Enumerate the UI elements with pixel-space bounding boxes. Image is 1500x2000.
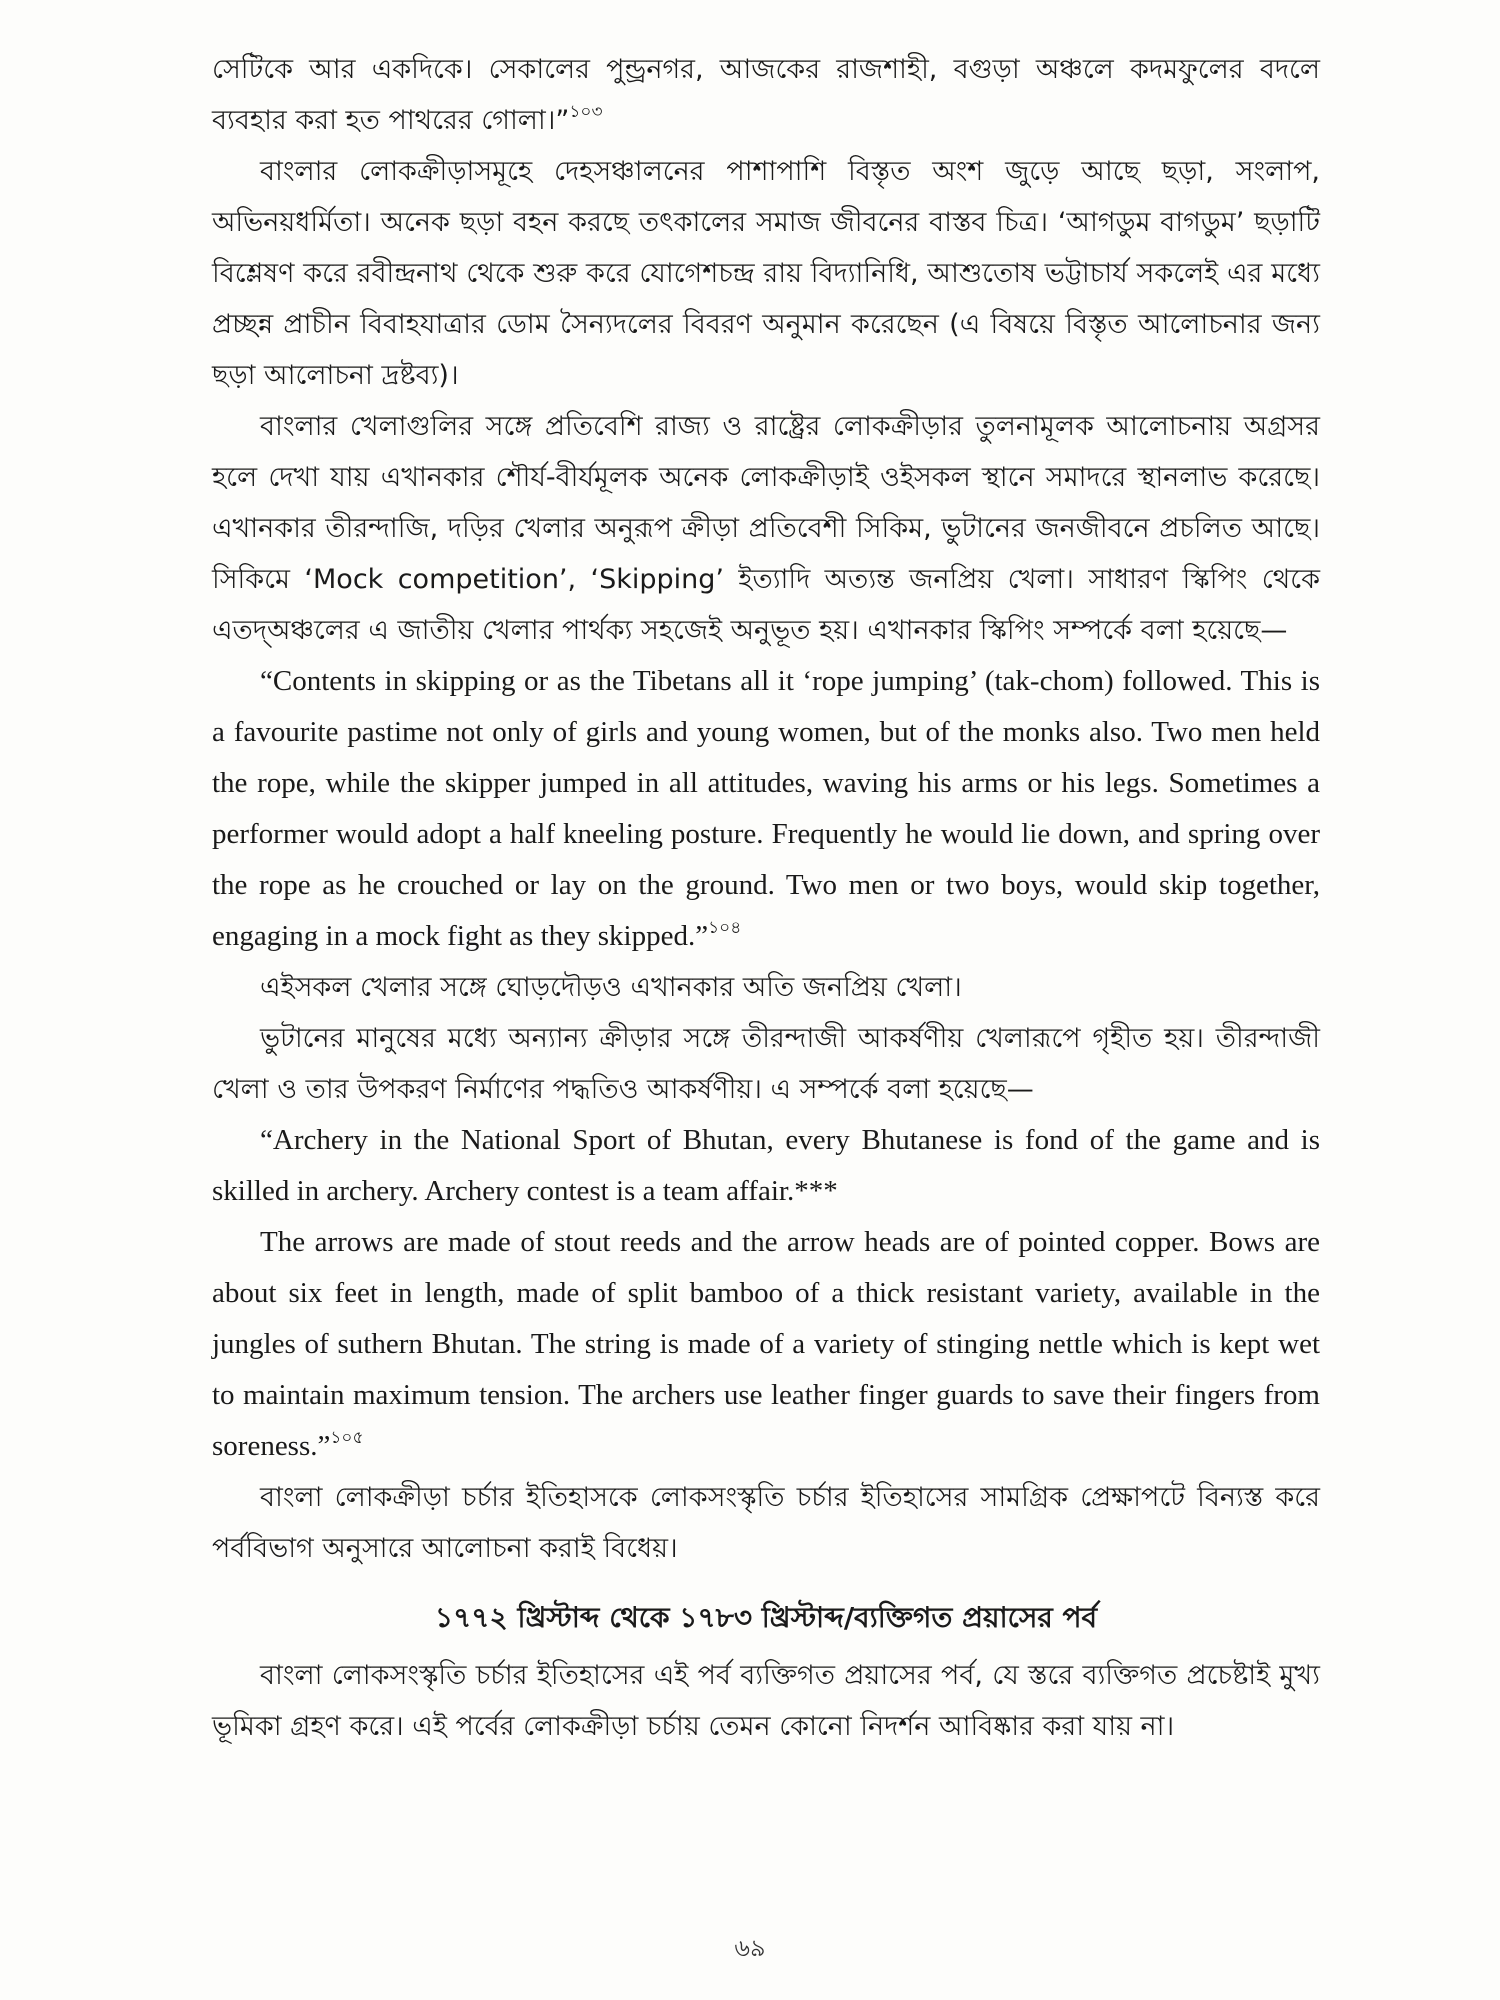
- paragraph-individual-effort: [212, 1650, 1320, 1752]
- paragraph-continued: [212, 44, 1320, 146]
- quote-text: “Contents in skipping or as the Tibetans all it ‘rope jumping’ (tak-chom) followed. This is a favourite pastime not only of girls and young women, but of the monks also. Two men held the rope, while the skipper jumped in all attitudes, waving his arms or his legs. Sometimes a performer would adopt a half kneeling posture. Frequently he would lie down, and spring over the rope as he crouched or lay on the ground. Two men or two boys, would skip together, engaging in a mock fight as they skipped.”: [212, 665, 1320, 952]
- section-heading: ১৭৭২ খ্রিস্টাব্দ থেকে ১৭৮৩ খ্রিস্টাব্দ/ব্যক্তিগত প্রয়াসের পর্ব: [434, 1601, 1098, 1634]
- paragraph-text: বাংলার খেলাগুলির সঙ্গে প্রতিবেশি রাজ্য ও রাষ্ট্রের লোকক্রীড়ার তুলনামূলক আলোচনায় অগ্রসর হলে দেখা যায় এখানকার শৌর্য-বীর্যমূলক অনেক লোকক্রীড়াই ওইসকল স্থানে সমাদরে স্থানলাভ করেছে। এখানকার তীরন্দাজি, দড়ির খেলার অনুরূপ ক্রীড়া প্রতিবেশী সিকিম, ভুটানের জনজীবনে প্রচলিত আছে। সিকিমে ‘Mock competition’, ‘Skipping’ ইত্যাদি অত্যন্ত জনপ্রিয় খেলা। সাধারণ স্কিপিং থেকে এতদ্অঞ্চলের এ জাতীয় খেলার পার্থক্য সহজেই অনুভূত হয়। এখানকার স্কিপিং সম্পর্কে বলা হয়েছে—: [212, 411, 1320, 646]
- paragraph-text: এইসকল খেলার সঙ্গে ঘোড়দৌড়ও এখানকার অতি জনপ্রিয় খেলা।: [260, 972, 962, 1003]
- paragraph-rhymes: [212, 146, 1320, 401]
- quote-skipping: [212, 656, 1320, 962]
- paragraph-text: ভুটানের মানুষের মধ্যে অন্যান্য ক্রীড়ার সঙ্গে তীরন্দাজী আকর্ষণীয় খেলারূপে গৃহীত হয়। তীরন্দাজী খেলা ও তার উপকরণ নির্মাণের পদ্ধতিও আকর্ষণীয়। এ সম্পর্কে বলা হয়েছে—: [212, 1023, 1320, 1105]
- quote-arrows: [212, 1217, 1320, 1472]
- footnote-marker: ১০৩: [569, 102, 603, 122]
- paragraph-text: বাংলার লোকক্রীড়াসমূহে দেহসঞ্চালনের পাশাপাশি বিস্তৃত অংশ জুড়ে আছে ছড়া, সংলাপ, অভিনয়ধর্মিতা। অনেক ছড়া বহন করছে তৎকালের সমাজ জীবনের বাস্তব চিত্র। ‘আগডুম বাগডুম’ ছড়াটি বিশ্লেষণ করে রবীন্দ্রনাথ থেকে শুরু করে যোগেশচন্দ্র রায় বিদ্যানিধি, আশুতোষ ভট্টাচার্য সকলেই এর মধ্যে প্রচ্ছন্ন প্রাচীন বিবাহযাত্রার ডোম সৈন্যদলের বিবরণ অনুমান করেছেন (এ বিষয়ে বিস্তৃত আলোচনার জন্য ছড়া আলোচনা দ্রষ্টব্য)।: [212, 156, 1320, 391]
- paragraph-text: বাংলা লোকসংস্কৃতি চর্চার ইতিহাসের এই পর্ব ব্যক্তিগত প্রয়াসের পর্ব, যে স্তরে ব্যক্তিগত প্রচেষ্টাই মুখ্য ভূমিকা গ্রহণ করে। এই পর্বের লোকক্রীড়া চর্চায় তেমন কোনো নিদর্শন আবিষ্কার করা যায় না।: [212, 1660, 1320, 1742]
- body-text: [212, 44, 1320, 1752]
- paragraph-horse-race: [212, 962, 1320, 1013]
- paragraph-text: বাংলা লোকক্রীড়া চর্চার ইতিহাসকে লোকসংস্কৃতি চর্চার ইতিহাসের সামগ্রিক প্রেক্ষাপটে বিন্যস্ত করে পর্ববিভাগ অনুসারে আলোচনা করাই বিধেয়।: [212, 1482, 1320, 1564]
- paragraph-history-division: [212, 1472, 1320, 1574]
- paragraph-text: সেটিকে আর একদিকে। সেকালের পুন্ড্রনগর, আজকের রাজশাহী, বগুড়া অঞ্চলে কদমফুলের বদলে ব্যবহার করা হত পাথরের গোলা।”: [212, 54, 1320, 136]
- quote-archery: [212, 1115, 1320, 1217]
- paragraph-bhutan-archery: [212, 1013, 1320, 1115]
- quote-text: The arrows are made of stout reeds and the arrow heads are of pointed copper. Bows are about six feet in length, made of split bamboo of a thick resistant variety, available in the jungles of suthern Bhutan. The string is made of a variety of stinging nettle which is kept wet to maintain maximum tension. The archers use leather finger guards to save their fingers from soreness.”: [212, 1226, 1320, 1462]
- footnote-marker: ১০৫: [330, 1428, 364, 1447]
- quote-text: “Archery in the National Sport of Bhutan, every Bhutanese is fond of the game and is skilled in archery. Archery contest is a team affair.***: [212, 1124, 1320, 1207]
- footnote-marker: ১০৪: [708, 918, 742, 937]
- page-number: ৬৯: [734, 1934, 766, 1962]
- paragraph-neighbour-games: [212, 401, 1320, 656]
